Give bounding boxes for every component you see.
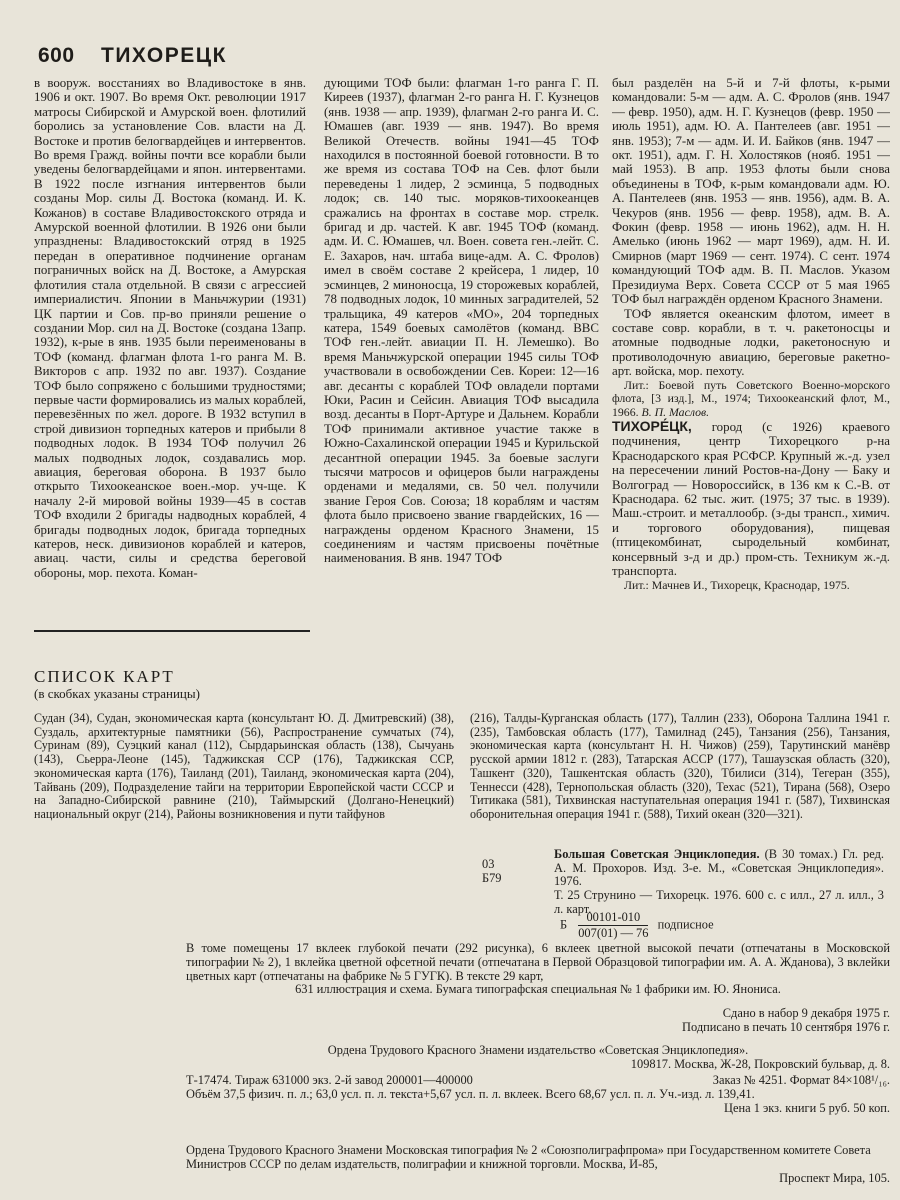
maps-list-column-1: Судан (34), Судан, экономическая карта (консультант Ю. Д. Дмитревский) (38), Суздаль, архитектурные памятники (56), Распространение сумчатых (74), Суринам (89), Суэцкий канал (112), Сырдарьинская область (138), Сычуань (143), Сьерра-Леоне (145), Таджикская ССР (176), Таджикская ССР, экономическая карта (176), Таиланд (201), Таиланд, экономическая карта (204), Тайвань (209), Подразделение тайги на территории Европейской части СССР и на Западно-Сибирской равнине (210), Таймырский (Долгано-Ненецкий) национальный округ (214), Районы возникновения и пути тайфунов — [34, 711, 454, 821]
literature-note — [612, 379, 890, 420]
maps-list-title: СПИСОК КАРТ — [34, 667, 175, 686]
print-run: Т-17474. Тираж 631000 экз. 2-й завод 200001—400000 — [186, 1073, 473, 1087]
class-code-2: Б79 — [482, 870, 502, 885]
bib-volume: Т. 25 Струнино — Тихорецк. 1976. 600 с. с илл., 27 л. илл., 3 л. карт. — [554, 888, 884, 916]
tikhoretsk-text: город (с 1926) краевого подчинения, центр Тихорецкого р-на Краснодарского края РСФСР. Крупный ж.-д. узел на пересечении линий Ростов-на-Дону — Баку и Волгоград — Новороссийск, в 136 км к С.-В. от Краснодара. 62 тыс. жит. (1975; 37 тыс. в 1939). Маш.-строит. и металлообр. (з-ды трансп., химич. и торгового оборудования), пищевая (птицекомбинат, сыродельный комбинат, консервный з-д и др.) пром-сть. Техникум ж.-д. транспорта. — [612, 420, 890, 579]
text-column-1 — [34, 76, 306, 622]
publisher-info — [186, 1044, 890, 1072]
maps-list-subtitle: (в скобках указаны страницы) — [34, 686, 200, 701]
print-dates — [560, 1006, 890, 1034]
publisher-address: 109817. Москва, Ж-28, Покровский бульвар, д. 8. — [630, 1056, 890, 1071]
production-notes — [186, 942, 890, 997]
publisher-name: Ордена Трудового Красного Знамени издательство «Советская Энциклопедия». — [327, 1043, 749, 1057]
index-formula — [560, 910, 714, 941]
formula-fraction — [578, 910, 648, 941]
class-code-1: 03 — [482, 857, 495, 871]
print-run-line — [186, 1074, 890, 1088]
maps-list-column-2: (216), Талды-Курганская область (177), Таллин (233), Оборона Таллина 1941 г. (235), Тамбовская область (177), Тамилнад (245), Танзания (256), Танзания, экономическая карта (консультант Н. Н. Чижов) (259), Тарутинский манёвр русской армии 1812 г. (283), Татарская АССР (177), Ташаузская область (320), Ташкент (320), Ташкентская область (320), Тбилиси (314), Тегеран (355), Теннесси (428), Тернопольская область (320), Техас (521), Тирана (568), Озеро Титикака (581), Тихвинская наступательная операция 1941 г. (587), Тихвинская оборонительная операция 1941 г. (588), Тихий океан (320—321). — [470, 711, 890, 821]
column-1-text: в вооруж. восстаниях во Владивостоке в янв. 1906 и окт. 1907. Во время Окт. революции 1917 матросы Сибирской и Амурской воен. флотилий боролись за установление Сов. власти на Д. Востоке и против белогвардейцев и интервентов. Во время Гражд. войны почти все корабли были уведены белогвардейцами и япон. интервентами. В 1922 после изгнания интервентов были созданы Мор. силы Д. Востока (команд. И. К. Кожанов) в составе Владивостокского отряда и Амурской военной флотилии. В 1926 они были упразднены: Владивостокский отряд в 1925 передан в оперативное подчинение органам пограничных войск на Д. Востоке, а Амурская флотилия стала отдельной. В связи с агрессией империалистич. Японии в Маньчжурии (1931) ЦК партии и Сов. пр-во приняли решение о создании Мор. сил на Д. Востоке (создана 13апр. 1932), к-рые в янв. 1935 были переименованы в ТОФ (команд. флагман флота 1-го ранга М. В. Викторов с апр. 1932 по авг. 1937). Создание ТОФ было сопряжено с большими трудностями; первые части формировались из малых кораблей, перевезённых по жел. дороге. В 1932 вступил в строй дивизион торпедных катеров и прибыли 8 подводных лодок. В 1934 ТОФ получил 26 малых подводных лодок, создавались мор. авиация, береговая оборона. В 1937 было открыто Тихоокеанское воен.-мор. уч-ще. К началу 2-й мировой войны 1939—45 в состав ТОФ входили 2 бригады надводных кораблей, 4 бригады подводных лодок, бригада торпедных катеров, неск. дивизионов кораблей и катеров, авиац. части, силы и средства береговой обороны, мор. пехота. Коман- — [34, 76, 306, 580]
classification-codes — [482, 858, 532, 885]
production-text: В томе помещены 17 вклеек глубокой печати (292 рисунка), 6 вклеек цветной высокой печати (отпечатаны в Московской типографии № 2), 1 вклейка цветной офсетной печати (отпечатана в Первой Образцовой типографии им. А. А. Жданова), 3 вклейки цветных карт (отпечатаны на фабрике № 5 ГУГК). В тексте 29 карт, — [186, 941, 890, 983]
bib-details: (В 30 томах.) Гл. ред. А. М. Прохоров. Изд. 3-е. М., «Советская Энциклопедия». 1976. — [554, 847, 884, 889]
formula-numerator: 00101-010 — [578, 910, 648, 926]
bib-title: Большая Советская Энциклопедия. — [554, 847, 760, 861]
typeset-date: Сдано в набор 9 декабря 1975 г. — [722, 1006, 890, 1020]
order-format: Заказ № 4251. Формат 84×108¹/₁₆. — [712, 1073, 890, 1087]
formula-letter: Б — [560, 917, 568, 932]
article-columns — [34, 76, 890, 622]
price: Цена 1 экз. книги 5 руб. 50 коп. — [724, 1100, 890, 1115]
column-3-text-a: был разделён на 5-й и 7-й флоты, к-рыми командовали: 5-м — адм. А. С. Фролов (янв. 1947 — февр. 1950), адм. Н. Г. Кузнецов (февр. 1950 — июль 1951), адм. Ю. А. Пантелеев (авг. 1951 — янв. 1953); 7-м — адм. И. И. Байков (янв. 1947 — окт. 1951), адм. Г. Н. Холостяков (нояб. 1951 — май 1953). В апр. 1953 флоты были снова объединены в ТОФ, к-рым командовали адм. Ю. А. Пантелеев (янв. 1953 — янв. 1956), адм. В. А. Чекуров (янв. 1956 — февр. 1958), адм. В. А. Фокин (февр. 1958 — июнь 1962), адм. Н. Н. Амелько (июнь 1962 — март 1969), адм. Н. И. Смирнов (март 1969 — сент. 1974). С сент. 1974 командующий ТОФ адм. В. П. Маслов. Указом Президиума Верх. Совета СССР от 5 мая 1965 ТОФ был награждён орденом Красного Знамени. — [612, 76, 890, 307]
literature-author: В. П. Маслов. — [641, 404, 710, 419]
literature-text: Лит.: Боевой путь Советского Военно-морского флота, [3 изд.], М., 1974; Тихоокеанский флот, М., 1966. — [612, 377, 890, 419]
column-2-text: дующими ТОФ были: флагман 1-го ранга Г. П. Киреев (1937), флагман 2-го ранга Н. Г. Кузнецов (янв. 1938 — апр. 1939), флагман 2-го ранга И. С. Юмашев (авг. 1939 — янв. 1947). Во время Великой Отечеств. войны 1941—45 ТОФ находился в постоянной боевой готовности. В то же время из состава ТОФ на Сев. флот были переведены 1 лидер, 2 эсминца, 5 подводных лодок; св. 140 тыс. моряков-тихоокеанцев сражались на фронтах в составе мор. стрелк. бригад и др. частей. К авг. 1945 ТОФ (команд. адм. И. С. Юмашев, чл. Воен. совета ген.-лейт. С. Е. Захаров, нач. штаба вице-адм. А. С. Фролов) имел в своём составе 2 крейсера, 1 лидер, 10 эсминцев, 2 миноносца, 19 сторожевых кораблей, 78 подводных лодок, 10 минных заградителей, 52 тральщика, 49 катеров «МО», 204 торпедных катера, 1549 боевых самолётов (команд. ВВС ТОФ ген.-лейт. авиации П. Н. Лемешко). Во время Маньчжурской операции 1945 силы ТОФ участвовали в освобождении Сев. Кореи: 12—16 авг. десанты с кораблей ТОФ овладели портами Юки, Расин и Сейсин. Авиация ТОФ высадила возд. десанты в Порт-Артуре и Дальнем. Корабли ТОФ принимали активное участие также в Южно-Сахалинской операции 1945 и Курильской десантной операции 1945. За боевые заслуги тысячи матросов и офицеров были награждены орденами и медалями, св. 50 чел. получили звание Героя Сов. Союза; 18 кораблям и частям флота было присвоено звание гвардейских, 16 — награждены орденом Красного Знамени, 15 соединениям и частям присвоены почётные наименования. В янв. 1947 ТОФ — [324, 76, 599, 566]
text-column-2 — [324, 76, 599, 622]
running-head: ТИХОРЕЦК — [101, 44, 227, 67]
volume-info: Объём 37,5 физич. п. л.; 63,0 усл. п. л. текста+5,67 усл. п. л. вклеек. Всего 68,67 усл. п. л. Уч.-изд. л. 139,41. — [186, 1086, 755, 1101]
production-text-last: 631 иллюстрация и схема. Бумага типографская специальная № 1 фабрики им. Ю. Янониса. — [295, 982, 781, 997]
formula-denominator: 007(01) — 76 — [578, 926, 649, 940]
printer-info — [186, 1144, 890, 1185]
section-divider — [34, 630, 310, 632]
page-header — [38, 44, 227, 68]
headword: ТИХОРЕ́ЦК, — [612, 418, 692, 435]
page-number: 600 — [38, 44, 75, 67]
tikhoretsk-literature: Лит.: Мачнев И., Тихорецк, Краснодар, 1975. — [624, 577, 850, 592]
formula-tail: подписное — [657, 917, 714, 932]
text-column-3 — [612, 76, 890, 622]
article-tikhoretsk — [612, 419, 890, 578]
printer-address: Проспект Мира, 105. — [779, 1170, 890, 1185]
maps-list — [34, 711, 890, 821]
bib-text — [554, 848, 884, 917]
column-3-text-b: ТОФ является океанским флотом, имеет в составе совр. корабли, в т. ч. ракетоносцы и атомные подводные лодки, ракетоносную и противолодочную авиацию, береговые ракетно-арт. войска, мор. пехоту. — [612, 306, 890, 379]
signed-date: Подписано в печать 10 сентября 1976 г. — [682, 1020, 890, 1034]
print-run-info — [186, 1074, 890, 1115]
printer-text: Ордена Трудового Красного Знамени Московская типография № 2 «Союзполиграфпрома» при Государственном комитете Совета Министров СССР по делам издательств, полиграфии и книжной торговли. Москва, И-85, — [186, 1143, 871, 1171]
